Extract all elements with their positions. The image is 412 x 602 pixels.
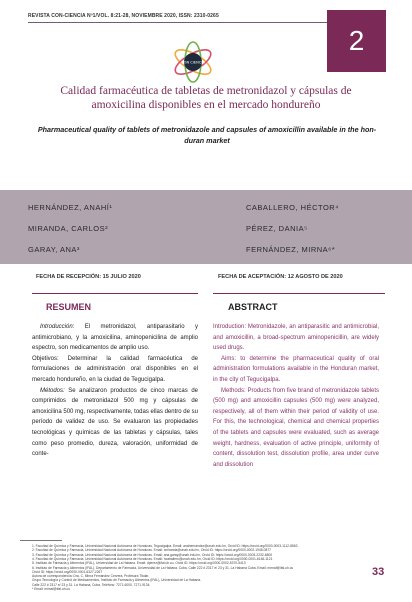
resumen-intro-label: Introducción: <box>40 324 75 330</box>
author-6: FERNÁNDEZ, MIRNA⁶* <box>246 245 336 254</box>
author-3: GARAY, ANA³ <box>28 245 80 254</box>
abstract-aims: Aims: to determine the pharmaceutical quality of oral administration formulations available in the Honduran market, in the city of Tegucigalpa. <box>213 355 379 383</box>
footnote-line: 5. Instituto de Farmacia y Alimentos (IFAL), Universidad de La Habana. Email: dperez@ifal.uh.cu, Orcid ID: https://orcid.org/0000-0002-5370-5413 <box>32 561 246 566</box>
footnote-line: 4. Facultad de Química y Farmacia, Universidad Nacional Autónoma de Honduras. Email: hcaballero@unah.edu.hn, Orcid ID: https://orcid.org/0000-0001-6146-1121 <box>32 556 273 561</box>
author-band <box>0 190 412 264</box>
page-number: 33 <box>372 566 385 578</box>
author-1: HERNÁNDEZ, ANAHÍ¹ <box>28 203 113 212</box>
resumen-heading: RESUMEN <box>46 302 92 312</box>
journal-header: REVISTA CON-CIENCIA Nº1/VOL. 8:21-28, NOVIEMBRE 2020, ISSN: 2310-0265 <box>28 13 219 19</box>
resumen-intro <box>32 322 198 354</box>
footnote-line: * Email: mirnaf@ifal.uh.cu <box>32 587 70 591</box>
journal-logo-icon <box>171 40 215 84</box>
resumen-objectives: Objetivos: Determinar la calidad farmacéutica de formulaciones de administración oral disponibles en el mercado hondureño, en la ciudad de Tegucigalpa. <box>32 355 198 383</box>
footnote-line: Autora de correspondencia: Dra. C. Mirna Fernández Cervera, Profesora Titular. <box>32 574 150 579</box>
resumen-methods-label: Métodos: <box>40 387 65 394</box>
accepted-date: FECHA DE ACEPTACIÓN: 12 AGOSTO DE 2020 <box>218 274 343 280</box>
author-4: CABALLERO, HÉCTOR⁴ <box>246 203 339 212</box>
resumen-methods <box>32 386 198 460</box>
article-number: 2 <box>348 25 365 56</box>
abstract-body <box>213 322 379 470</box>
resumen-rule <box>32 293 198 294</box>
abstract-intro: Introduction: Metronidazole, an antiparasitic and antimicrobial, and amoxicillin, a broad-spectrum aminopenicillin, are widely used drugs. <box>213 324 379 352</box>
abstract-heading: ABSTRACT <box>228 302 278 312</box>
article-number-box <box>327 10 386 72</box>
title-english-line-2: duran market <box>184 136 230 145</box>
abstract-methods: Methods: Products from five brand of metronidazole tablets (500 mg) and amoxicillin capsules (500 mg) were analyzed, respectively, all of them within their period of validity of use. For this, the technological, chemical and chemical properties of the tablets and capsules were evaluated, such as average weight, hardness, evaluation of active principle, uniformity of content, dissolution test, dissolution profile, area under curve and dissolution <box>213 387 379 468</box>
resumen-body <box>32 322 198 460</box>
title-spanish-line-1: Calidad farmacéutica de tabletas de metronidazol y cápsulas de <box>60 85 352 97</box>
abstract-rule <box>213 293 385 294</box>
title-spanish-line-2: amoxicilina disponibles en el mercado hondureño <box>91 99 321 111</box>
footnote-line: 3. Facultad de Química y Farmacia, Universidad Nacional Autónoma de Honduras. Email: ana.garay@unah.edu.hn, Orcid ID: https://orcid.org/0000-0003-2232-6800 <box>32 552 273 557</box>
footnote-rule <box>20 540 62 541</box>
header-rule <box>28 22 358 23</box>
author-2: MIRANDA, CARLOS² <box>28 224 109 233</box>
footnote-line: 2. Facultad de Química y Farmacia, Universidad Nacional Autónoma de Honduras. Email: cmiranda@unah.edu.hn, Orcid ID: https://orcid.org/0000-0002-1945-0877 <box>32 548 272 553</box>
resumen-methods-text: Se analizaron productos de cinco marcas de comprimidos de metronidazol 500 mg y cápsulas de amoxicilina 500 mg, respectivamente, todas ellas dentro de su período de validez de uso. Se evaluaron las propiedades tecnológicas y químicas de las tabletas y cápsulas, tales como peso promedio, dureza, valoración, uniformidad de conte- <box>32 387 198 458</box>
footnote-line: Grupo Tecnología y Control de Medicamentos, Instituto de Farmacia y Alimentos (IFAL), Universidad de La Habana. <box>32 578 202 583</box>
title-spanish <box>14 84 398 112</box>
logo-label: CON CIENCIA <box>181 60 205 65</box>
resumen-intro-text: El metronidazol, antiparasitario y antimicrobiano, y la amoxicilina, aminopenicilina de amplio espectro, son medicamentos de amplio uso. <box>32 324 198 352</box>
title-english-line-1: Pharmaceutical quality of tablets of metronidazole and capsules of amoxicillin available in the hon- <box>37 125 377 134</box>
received-date: FECHA DE RECEPCIÓN: 15 JULIO 2020 <box>36 274 141 280</box>
footnote-line: 6. Instituto de Farmacia y Alimentos (IFAL), Departamento de Farmacia, Universidad de La Habana, Cuba. Calle 222 # 2317 e/ 23 y 31. La Habana Cuba. Email: mirnaf@ifal.uh.cu <box>32 565 294 570</box>
title-english <box>34 124 380 146</box>
footnote-line: Orcid ID: https://orcid.org/0000-0001-6327-2267 <box>32 569 103 574</box>
footnote-line: Calle 222 # 2317 e/ 23 y 31. La Habana, Cuba. Teléfono: 7271-6000, 7271-9134. <box>32 582 151 587</box>
footnote-line: 1. Facultad de Química y Farmacia, Universidad Nacional Autónoma de Honduras, Tegucigalpa. Email: anahernandez@unah.edu.hn, Orcid ID: https://orcid.org/0000-0003-1112-8563 <box>32 544 298 548</box>
author-5: PÉREZ, DANIA⁵ <box>246 224 308 233</box>
